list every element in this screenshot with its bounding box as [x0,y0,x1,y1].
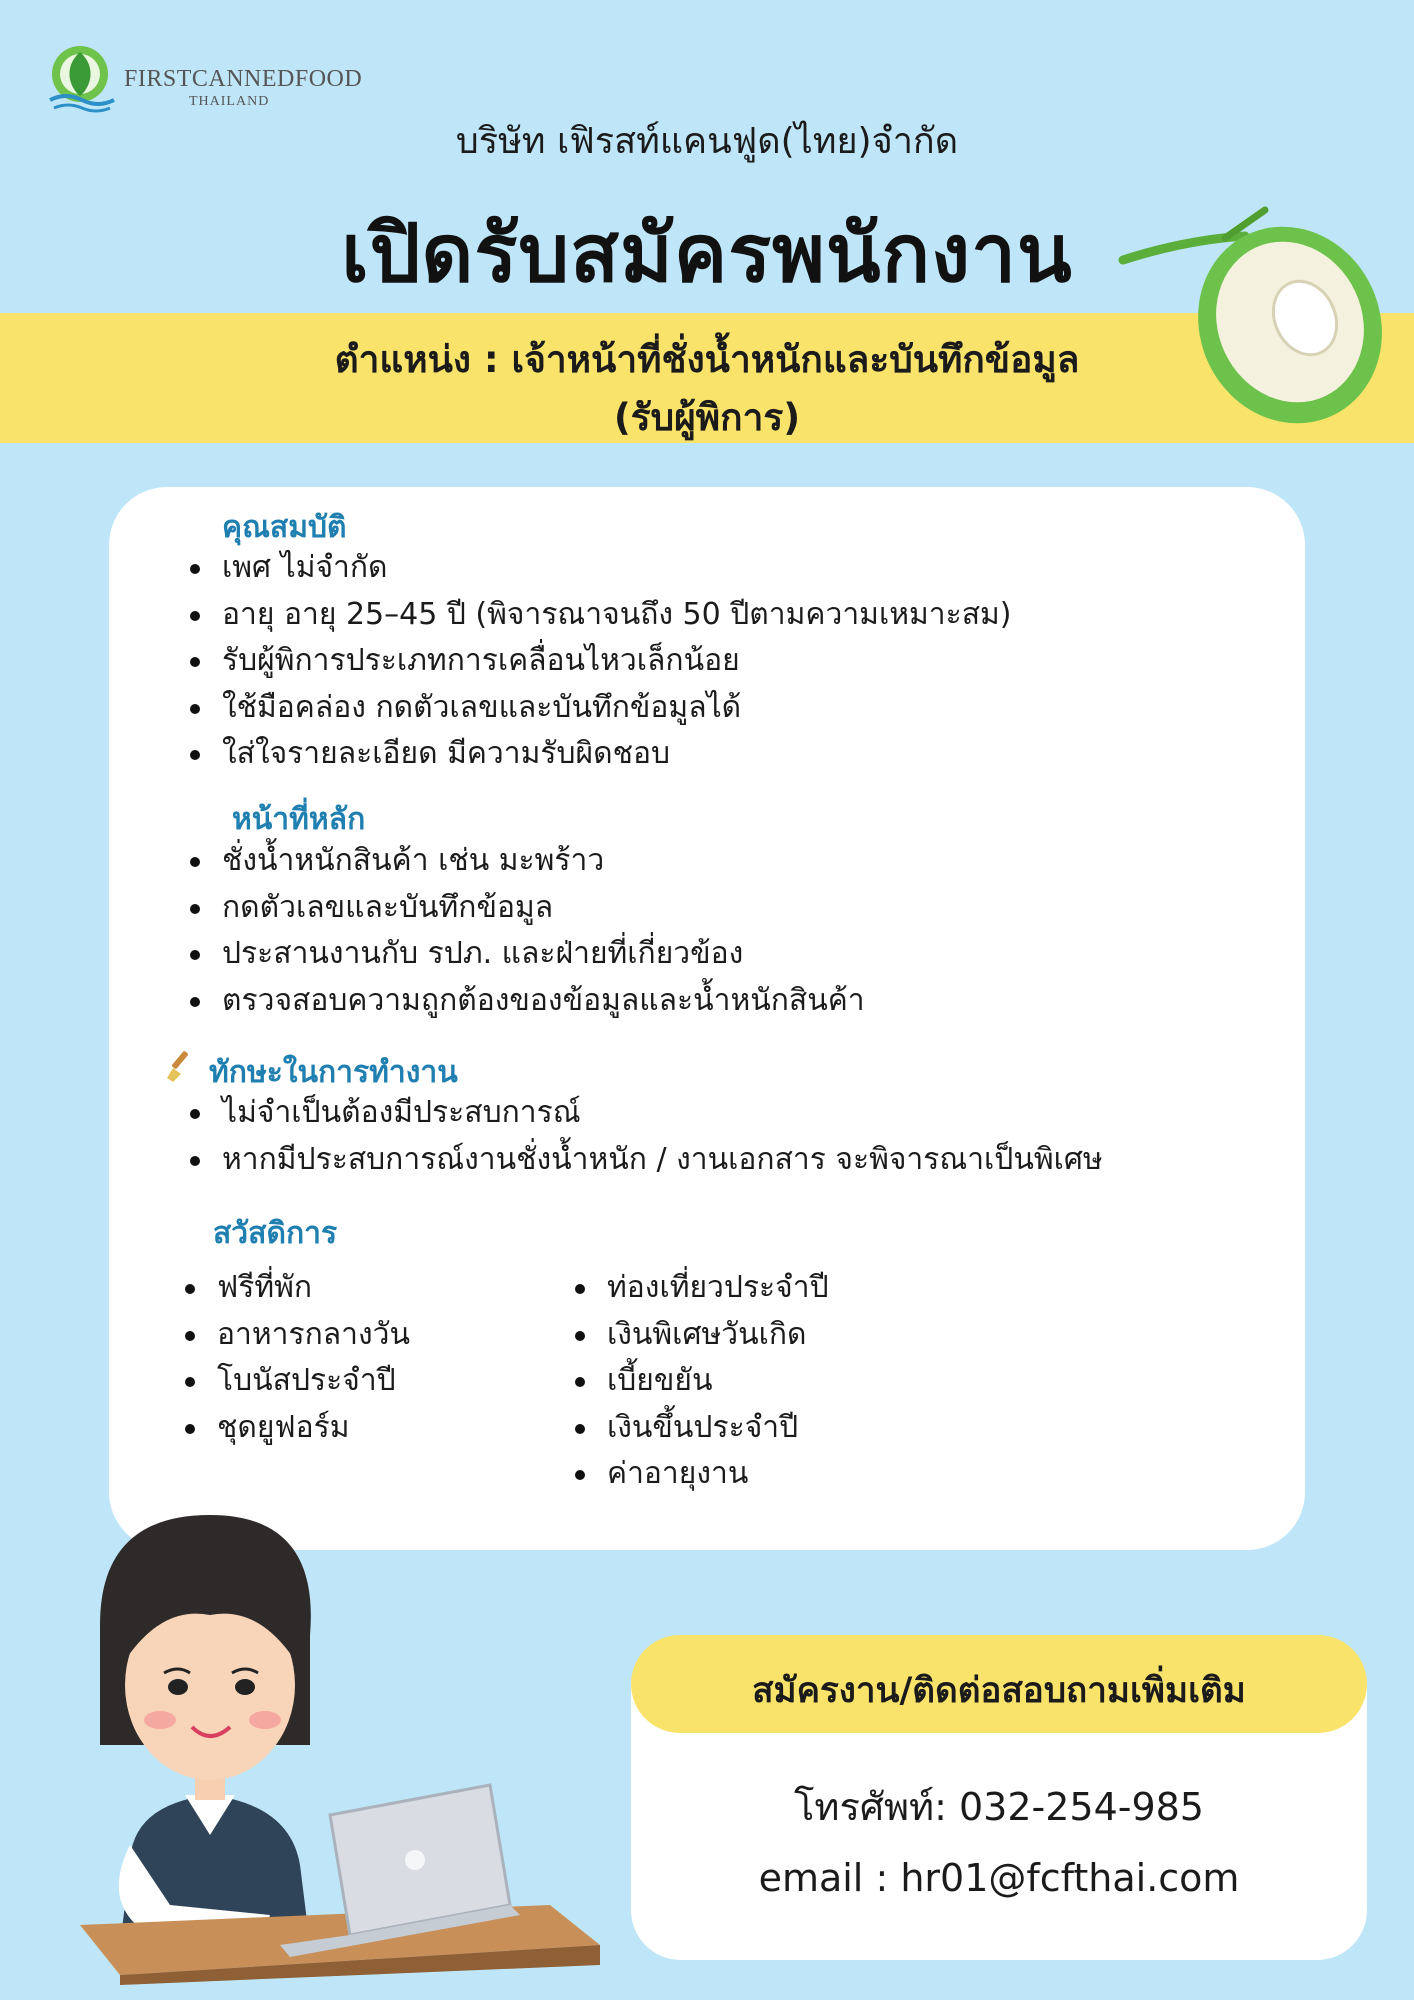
list-item: รับผู้พิการประเภทการเคลื่อนไหวเล็กน้อย [186,638,1012,685]
qualifications-title: คุณสมบัติ [222,510,347,545]
list-item: ประสานงานกับ รปภ. และฝ่ายที่เกี่ยวข้อง [186,931,865,978]
list-item: ท่องเที่ยวประจำปี [571,1265,829,1312]
skills-list [186,1090,1103,1183]
qualifications-list [186,545,1012,778]
contact-phone[interactable]: โทรศัพท์: 032-254-985 [794,1785,1204,1829]
list-item: เบี้ยขยัน [571,1358,829,1405]
list-item: ฟรีที่พัก [181,1265,410,1312]
duties-title: หน้าที่หลัก [232,802,366,837]
logo-text: FIRSTCANNEDFOOD [124,66,363,92]
benefits-list-left [181,1265,410,1451]
list-item: เพศ ไม่จำกัด [186,545,1012,592]
logo-subtext: THAILAND [189,94,270,109]
skills-title: ทักษะในการทำงาน [209,1055,458,1090]
duties-list [186,838,865,1024]
list-item: ชุดยูฟอร์ม [181,1405,410,1452]
list-item: อาหารกลางวัน [181,1312,410,1359]
benefits-title: สวัสดิการ [213,1216,338,1251]
list-item: กดตัวเลขและบันทึกข้อมูล [186,885,865,932]
list-item: เงินขึ้นประจำปี [571,1405,829,1452]
list-item: อายุ อายุ 25–45 ปี (พิจารณาจนถึง 50 ปีตามความเหมาะสม) [186,592,1012,639]
benefits-list-right [571,1265,829,1498]
brush-icon [163,1048,199,1084]
list-item: โบนัสประจำปี [181,1358,410,1405]
list-item: หากมีประสบการณ์งานชั่งน้ำหนัก / งานเอกสาร จะพิจารณาเป็นพิเศษ [186,1137,1103,1184]
page-title: เปิดรับสมัครพนักงาน [341,207,1073,300]
list-item: ตรวจสอบความถูกต้องของข้อมูลและน้ำหนักสินค้า [186,978,865,1025]
office-worker-illustration [60,1505,620,1985]
position-note: (รับผู้พิการ) [613,396,801,439]
list-item: ค่าอายุงาน [571,1451,829,1498]
company-name: บริษัท เฟิรสท์แคนฟูด(ไทย)จำกัด [455,121,959,162]
position-title: ตำแหน่ง : เจ้าหน้าที่ชั่งน้ำหนักและบันทึกข้อมูล [334,338,1080,381]
list-item: เงินพิเศษวันเกิด [571,1312,829,1359]
list-item: ไม่จำเป็นต้องมีประสบการณ์ [186,1090,1103,1137]
list-item: ใส่ใจรายละเอียด มีความรับผิดชอบ [186,731,1012,778]
list-item: ชั่งน้ำหนักสินค้า เช่น มะพร้าว [186,838,865,885]
contact-email[interactable]: email : hr01@fcfthai.com [758,1856,1240,1900]
list-item: ใช้มือคล่อง กดตัวเลขและบันทึกข้อมูลได้ [186,685,1012,732]
leaf-logo-icon [44,40,124,120]
contact-title: สมัครงาน/ติดต่อสอบถามเพิ่มเติม [752,1671,1246,1711]
coconut-illustration [1115,200,1385,430]
